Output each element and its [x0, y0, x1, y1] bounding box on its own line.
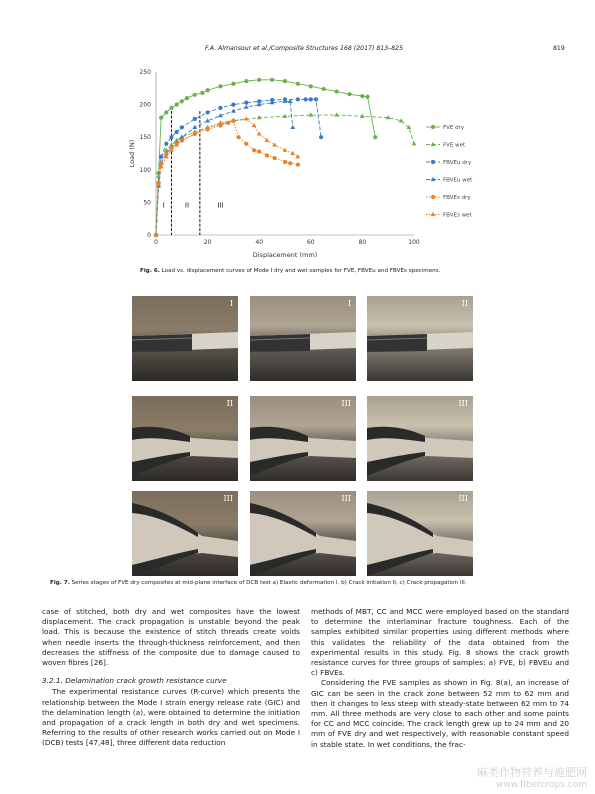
data-point: [283, 160, 287, 164]
fig6-caption-label: Fig. 6.: [140, 268, 160, 274]
specimen-illustration: [132, 491, 238, 576]
data-point: [257, 149, 261, 153]
y-tick-label: 150: [139, 134, 151, 142]
data-point: [218, 84, 222, 88]
specimen-illustration: [250, 491, 356, 576]
data-point: [244, 105, 249, 109]
series-line: [156, 80, 375, 235]
stage-label: III: [341, 399, 351, 408]
legend-label: FBVEu wet: [443, 177, 473, 184]
data-point: [314, 97, 318, 101]
data-point: [159, 116, 163, 120]
data-point: [288, 161, 292, 165]
data-point: [308, 112, 313, 116]
series-line: [156, 119, 298, 235]
load-displacement-chart: [120, 62, 473, 267]
data-point: [283, 114, 288, 118]
y-tick-label: 250: [139, 69, 151, 76]
watermark-line-1: 麻类作物营养与施肥网: [477, 766, 587, 779]
data-point: [236, 135, 240, 139]
y-tick-label: 100: [139, 166, 151, 174]
specimen-photo: [250, 491, 356, 576]
data-point: [270, 78, 274, 82]
data-point: [218, 120, 223, 124]
y-tick-label: 50: [143, 199, 151, 207]
left-paragraph-2: The experimental resistance curves (R-curve) which presents the relationship between the Mode I strain energy release rate (GIC) and the delamination length (a), were obtained to determine the initiation and propagation of a crack length in both dry and wet specimens. Referring to the results of other research works carried out on Mode I (DCB) tests [47,48], three different data reduction: [42, 687, 300, 748]
fig7-caption-label: Fig. 7.: [50, 580, 70, 586]
legend-label: FVE wet: [443, 142, 466, 149]
chart-axes: [128, 69, 420, 259]
specimen-illustration: [250, 296, 356, 381]
specimen-photo: [367, 396, 473, 481]
specimen-illustration: [132, 396, 238, 481]
legend-marker: [431, 160, 435, 164]
data-point: [164, 142, 168, 146]
series-line: [156, 101, 293, 235]
right-column: [311, 607, 569, 750]
data-point: [169, 135, 173, 139]
data-point: [290, 125, 295, 129]
legend-label: FBVEu dry: [443, 160, 472, 166]
specimen-photo: [367, 296, 473, 381]
data-point: [252, 148, 256, 152]
data-point: [309, 84, 313, 88]
y-axis-label: Load (N): [128, 139, 136, 168]
stage-label: III: [223, 494, 233, 503]
specimen-photo: [250, 396, 356, 481]
chart-legend: [426, 125, 473, 219]
page-header: [0, 45, 595, 57]
data-point: [273, 156, 277, 160]
fig7-caption-text: Series stages of FVE dry composites at mid-plane interface of DCB test a) Elastic deformation I, b) Crack initiation II, c) Crack propagation III.: [71, 580, 467, 586]
region-label: I: [162, 201, 165, 210]
data-point: [296, 82, 300, 86]
data-point: [373, 135, 377, 139]
specimen-illustration: [132, 296, 238, 381]
specimen-photo: [367, 491, 473, 576]
data-point: [319, 135, 323, 139]
x-tick-label: 80: [358, 239, 367, 246]
legend-label: FBVEs wet: [443, 212, 472, 219]
data-point: [175, 103, 179, 107]
stage-label: II: [226, 399, 233, 408]
fig7-caption: [50, 580, 550, 587]
specimen-illustration: [367, 491, 473, 576]
chart-series-group: [154, 78, 417, 237]
data-point: [231, 103, 235, 107]
data-point: [296, 154, 301, 158]
data-point: [296, 97, 300, 101]
data-point: [309, 97, 313, 101]
data-point: [399, 118, 404, 122]
data-point: [205, 118, 210, 122]
specimen-photo: [132, 491, 238, 576]
x-tick-label: 60: [306, 239, 315, 246]
specimen-photo: [132, 396, 238, 481]
journal-citation: F.A. Almansour et al./Composite Structures 168 (2017) 813–825: [205, 45, 404, 52]
left-paragraph-1: case of stitched, both dry and wet composites have the lowest displacement. The crack propagation is unstable beyond the peak load. This is because the existence of stitch threads create voids when needle inserts the through-thickness reinforcement, and then decreases the stiffness of the composite due to damage caused to woven fibres [26].: [42, 607, 300, 668]
fig7-photo-grid: [132, 296, 474, 571]
legend-marker: [431, 212, 436, 216]
stage-label: II: [461, 299, 468, 308]
data-point: [193, 117, 197, 121]
fig6-caption: [140, 268, 500, 275]
data-point: [304, 97, 308, 101]
data-point: [412, 141, 417, 145]
section-heading: 3.2.1. Delamination crack growth resistance curve: [42, 676, 227, 686]
data-point: [175, 130, 179, 134]
data-point: [244, 101, 248, 105]
data-point: [244, 142, 248, 146]
data-point: [200, 91, 204, 95]
data-point: [257, 131, 262, 135]
watermark-line-2: www.fibercrops.com: [496, 780, 587, 790]
data-point: [206, 88, 210, 92]
legend-label: FVE dry: [443, 125, 465, 131]
data-point: [365, 95, 369, 99]
x-tick-label: 100: [408, 239, 420, 246]
data-point: [283, 79, 287, 83]
legend-marker: [431, 195, 435, 199]
right-paragraph-1: methods of MBT, CC and MCC were employed based on the standard to determine the interlaminar fracture toughness. Each of the samples exhibited similar properties using different methods where this validates the reliability of the data obtained from the experimental results in this study. Fig. 8 shows the crack growth resistance curves for three groups of samples: a) FVE, b) FBVEu and c) FBVEs.: [311, 607, 569, 678]
specimen-photo: [132, 296, 238, 381]
y-tick-label: 200: [139, 101, 151, 109]
data-point: [180, 99, 184, 103]
data-point: [347, 92, 351, 96]
data-point: [231, 82, 235, 86]
x-axis-label: Displacement (mm): [252, 251, 318, 259]
data-point: [218, 106, 222, 110]
data-point: [244, 79, 248, 83]
data-point: [296, 162, 300, 166]
data-point: [252, 123, 257, 127]
stage-label: III: [458, 494, 468, 503]
legend-marker: [431, 177, 436, 181]
data-point: [335, 89, 339, 93]
data-point: [322, 87, 326, 91]
data-point: [185, 96, 189, 100]
data-point: [169, 106, 173, 110]
legend-label: FBVEs dry: [443, 195, 471, 201]
region-label: III: [217, 201, 224, 210]
data-point: [244, 116, 249, 120]
y-tick-label: 0: [147, 232, 151, 239]
region-label: II: [184, 201, 190, 210]
data-point: [206, 110, 210, 114]
right-paragraph-2: Considering the FVE samples as shown in Fig. 8(a), an increase of GIC can be seen in the crack zone between 52 mm to 62 mm and then it changes to less steep with steady-state between 62 mm to 74 mm. All three methods are very close to each other and some points for CC and MCC coincide. The crack length grew up to 24 mm and 20 mm of FVE dry and wet respectively, with reasonable constant speed in stable state. In wet conditions, the frac-: [311, 678, 569, 749]
site-watermark: [477, 764, 587, 790]
data-point: [159, 155, 163, 159]
x-tick-label: 0: [154, 239, 158, 246]
specimen-photo: [250, 296, 356, 381]
x-tick-label: 20: [203, 239, 212, 246]
page-number: 819: [553, 45, 565, 52]
x-tick-label: 40: [255, 239, 264, 246]
stage-label: III: [458, 399, 468, 408]
data-point: [265, 153, 269, 157]
data-point: [257, 78, 261, 82]
specimen-illustration: [250, 396, 356, 481]
series-line: [156, 121, 298, 235]
stage-label: III: [341, 494, 351, 503]
stage-label: I: [347, 299, 351, 308]
fig6-caption-text: Load vs. displacement curves of Mode I dry and wet samples for FVE, FBVEu and FBVEs specimens.: [161, 268, 441, 274]
data-point: [193, 93, 197, 97]
legend-marker: [431, 125, 435, 129]
stage-label: I: [229, 299, 233, 308]
data-point: [334, 112, 339, 116]
legend-marker: [431, 142, 436, 146]
data-point: [360, 94, 364, 98]
data-point: [164, 110, 168, 114]
left-column: [42, 607, 300, 749]
data-point: [180, 125, 184, 129]
specimen-illustration: [367, 396, 473, 481]
specimen-illustration: [367, 296, 473, 381]
